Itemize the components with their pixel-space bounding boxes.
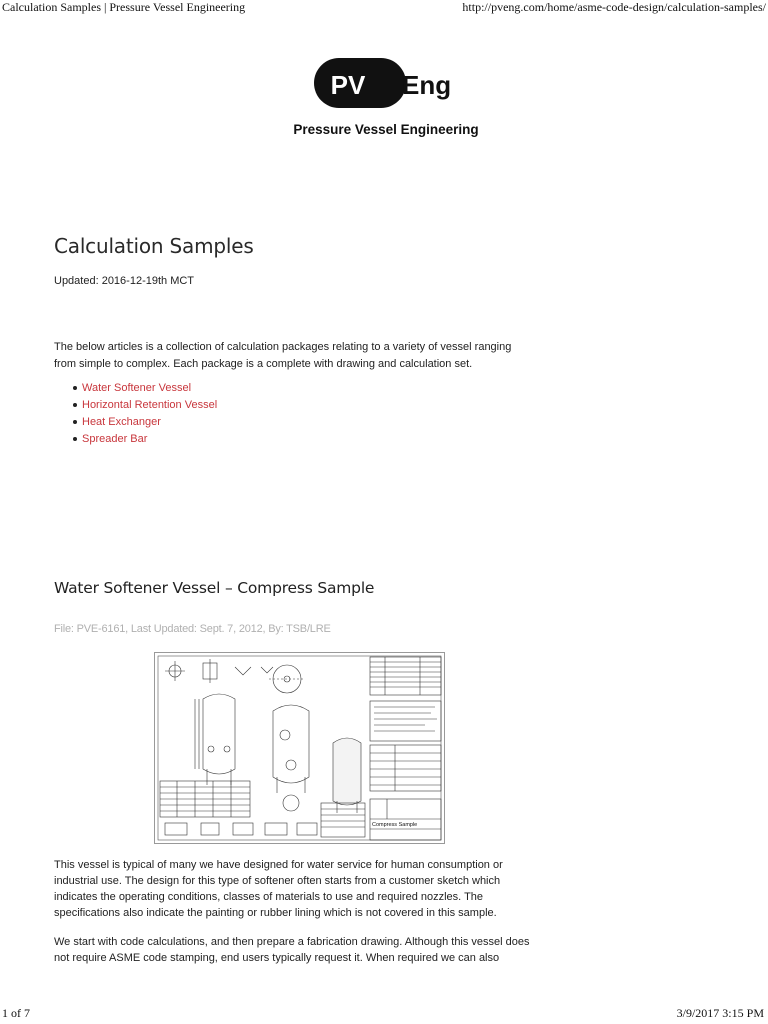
- article-link-water-softener[interactable]: Water Softener Vessel: [82, 382, 192, 394]
- page-count: 1 of 7: [2, 1006, 30, 1020]
- article-list: [54, 381, 217, 449]
- logo-tagline: Pressure Vessel Engineering: [293, 122, 479, 137]
- page-title: Calculation Samples: [54, 234, 254, 258]
- article-link-horizontal-retention[interactable]: Horizontal Retention Vessel: [82, 399, 218, 411]
- print-header: [0, 0, 768, 16]
- print-footer: [0, 1006, 768, 1024]
- intro-paragraph: The below articles is a collection of calculation packages relating to a variety of vessel ranging from simple to complex. Each package is a complete with drawing and calculation set.: [54, 341, 512, 370]
- print-timestamp: 3/9/2017 3:15 PM: [676, 1006, 764, 1020]
- list-item: [54, 432, 217, 449]
- article-link-spreader-bar[interactable]: Spreader Bar: [82, 433, 148, 445]
- body-paragraph-2: We start with code calculations, and then prepare a fabrication drawing. Although this vessel does not require ASME code stamping, end users typically request it. When required we can also: [54, 936, 530, 964]
- drawing-caption: Compress Sample: [372, 822, 418, 828]
- list-item: [54, 415, 217, 432]
- print-header-url: http://pveng.com/home/asme-code-design/calculation-samples/: [462, 0, 766, 14]
- vessel-drawing-thumbnail[interactable]: [154, 652, 445, 844]
- pveng-logo[interactable]: [268, 54, 504, 146]
- print-header-title: Calculation Samples | Pressure Vessel Engineering: [2, 0, 246, 14]
- logo-mark-eng: Eng: [402, 70, 452, 100]
- list-item: [54, 398, 217, 415]
- file-meta: File: PVE-6161, Last Updated: Sept. 7, 2012, By: TSB/LRE: [54, 623, 331, 635]
- list-item: [54, 381, 217, 398]
- body-paragraph-1: This vessel is typical of many we have designed for water service for human consumption or industrial use. The design for this type of softener often starts from a customer sketch which indicates the operating conditions, classes of materials to use and required nozzles. The specifications also indicate the painting or rubber lining which is not covered in this sample.: [54, 859, 503, 919]
- logo-mark-pv: PV: [330, 70, 366, 100]
- updated-date: Updated: 2016-12-19th MCT: [54, 275, 195, 287]
- section-title: Water Softener Vessel – Compress Sample: [54, 579, 375, 597]
- article-link-heat-exchanger[interactable]: Heat Exchanger: [82, 416, 161, 428]
